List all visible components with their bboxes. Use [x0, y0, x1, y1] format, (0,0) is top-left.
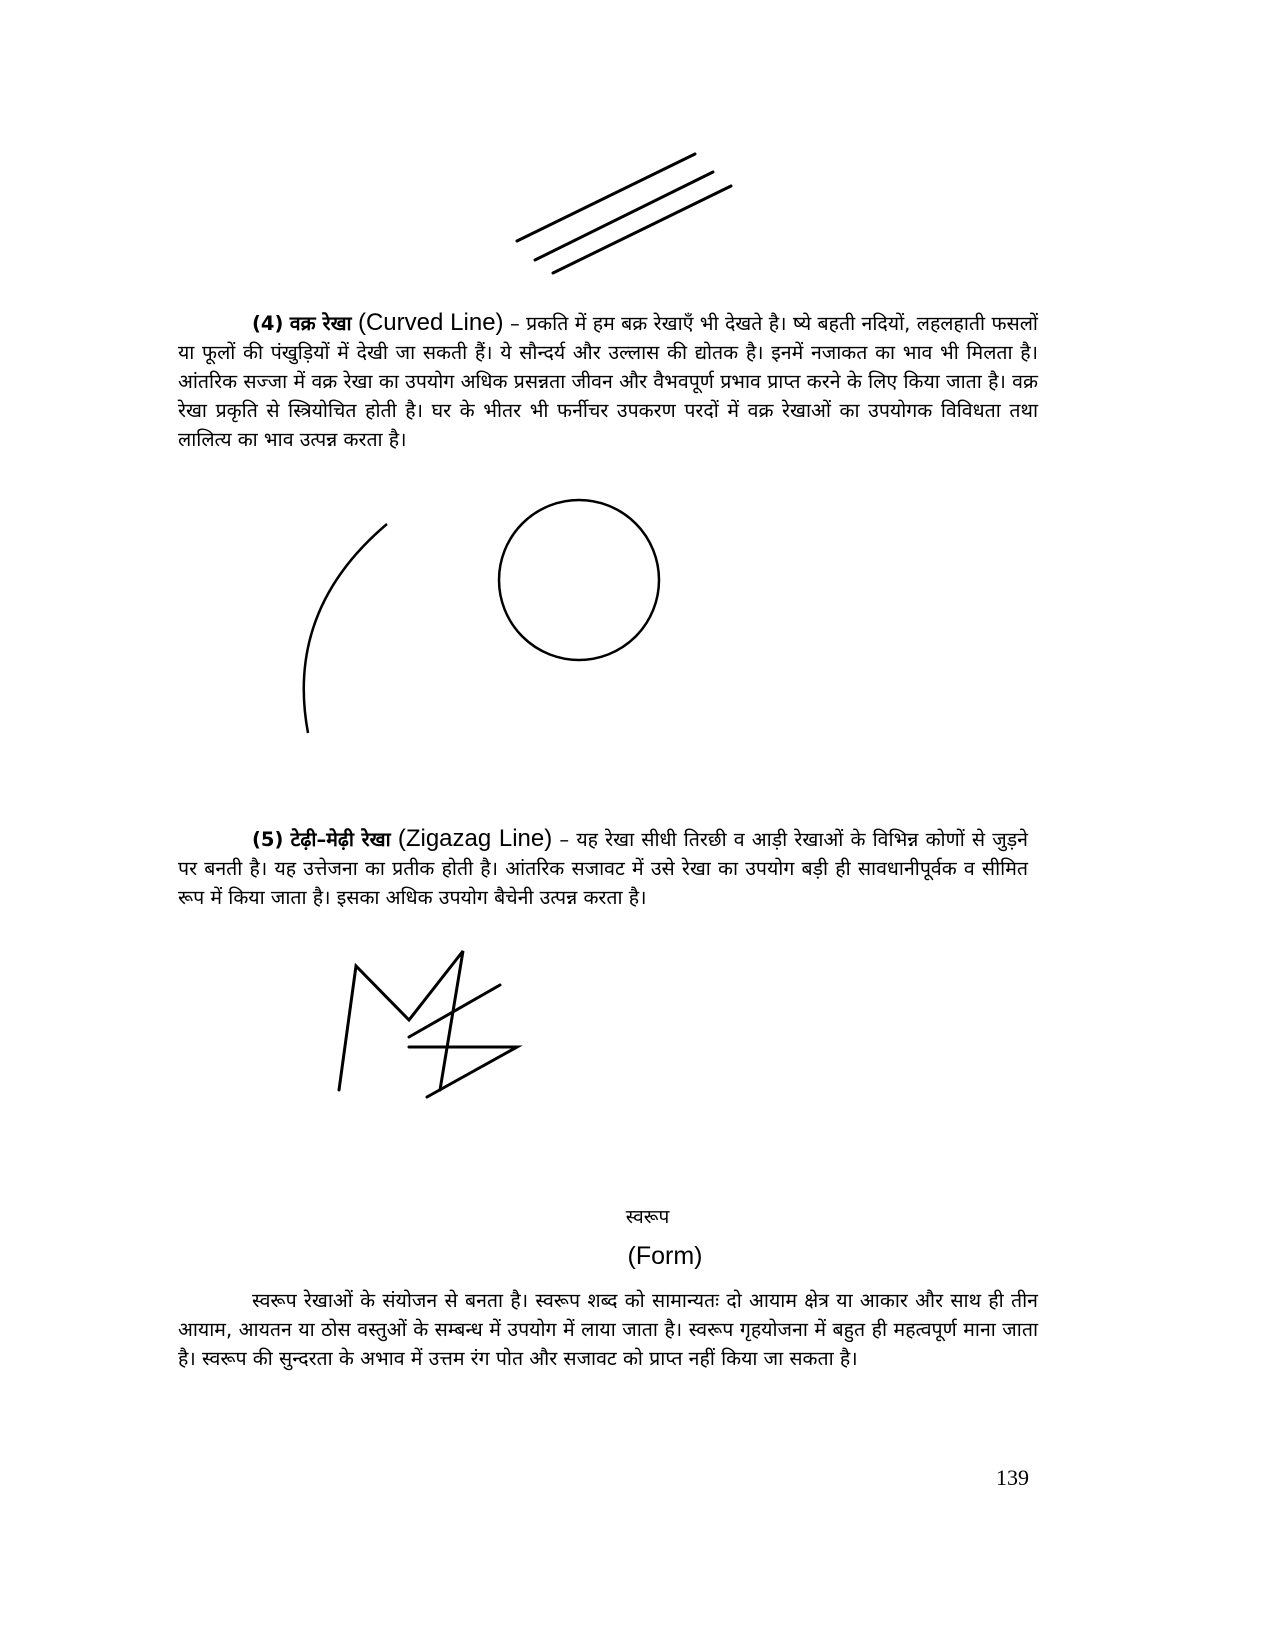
section-4-title-english: (Curved Line): [357, 309, 504, 336]
zigzag-figure: [339, 951, 517, 1097]
page-number: 139: [996, 1465, 1029, 1490]
form-heading-english: (Form): [627, 1242, 703, 1270]
parallel-line-1: [517, 154, 695, 241]
curved-line-paragraph: [178, 308, 1038, 454]
section-5-body: – यह रेखा सीधी तिरछी व आड़ी रेखाओं के विभिन्न कोणों से जुड़ने पर बनती है। यह उत्तेजना का प्रतीक होती है। आंतरिक सजावट में उसे रेखा का उपयोग बड़ी ही सावधानीपूर्वक व सीमित रूप में किया जाता है। इसका अधिक उपयोग बैचेनी उत्पन्न करता है।: [178, 828, 1029, 909]
curved-line-figure: [304, 524, 387, 733]
section-5-title-english: (Zigazag Line): [397, 825, 553, 852]
parallel-line-3: [553, 186, 731, 273]
zigzag-cross-line-1: [409, 985, 500, 1037]
section-4-body: – प्रकति में हम बक्र रेखाएँ भी देखते है। ष्ये बहती नदियों, लहलहाती फसलों या फूलों की पंखुड़ियों में देखी जा सकती हैं। ये सौन्दर्य और उल्लास की द्योतक है। इनमें नजाकत का भाव भी मिलता है। आंतरिक सज्जा में वक्र रेखा का उपयोग अधिक प्रसन्नता जीवन और वैभवपूर्ण प्रभाव प्राप्त करने के लिए किया जाता है। वक्र रेखा प्रकृति से स्त्रियोचित होती है। घर के भीतर भी फर्नीचर उपकरण परदों में वक्र रेखाओं का उपयोगक विविधता तथा लालित्य का भाव उत्पन्न करता है।: [178, 312, 1038, 451]
parallel-lines-figure: [517, 154, 731, 273]
form-paragraph: स्वरूप रेखाओं के संयोजन से बनता है। स्वरूप शब्द को सामान्यतः दो आयाम क्षेत्र या आकार और साथ ही तीन आयाम, आयतन या ठोस वस्तुओं के सम्बन्ध में उपयोग में लाया जाता है। स्वरूप गृहयोजना में बहुत ही महत्वपूर्ण माना जाता है। स्वरूप की सुन्दरता के अभाव में उत्तम रंग पोत और सजावट को प्राप्त नहीं किया जा सकता है।: [178, 1289, 1038, 1370]
zigzag-polyline: [339, 951, 463, 1090]
section-5-title-hindi: टेढ़ी–मेढ़ी रेखा: [290, 828, 391, 851]
section-5-number: (5): [252, 828, 284, 851]
section-4-title-hindi: वक्र रेखा: [289, 312, 352, 335]
zigzag-cross-line-2: [409, 1047, 517, 1097]
circle-figure: [499, 500, 659, 660]
parallel-line-2: [535, 172, 713, 260]
section-4-number: (4): [252, 312, 284, 335]
zigzag-line-paragraph: [178, 824, 1028, 912]
form-heading-hindi: स्वरूप: [625, 1206, 670, 1228]
